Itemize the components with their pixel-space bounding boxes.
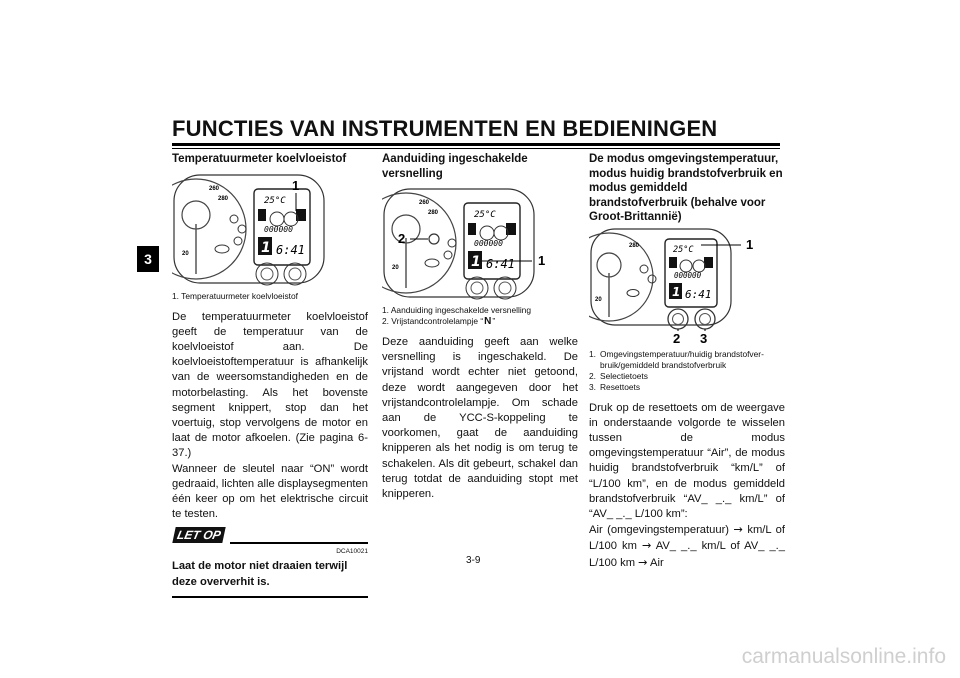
note-badge: LET OP <box>172 527 225 543</box>
lcd-gear: 1 <box>471 254 481 270</box>
mode-sequence: Air (omgevingstemperatuur) → km/L of L/100 km → AV_ _._ km/L of AV_ _._ L/100 km → Air <box>589 523 786 569</box>
section-heading: De modus omgevingstemperatuur, modus huidig brandstofverbruik en modus gemiddeld brandstofverbruik (behalve voor Groot-Brittannië) <box>589 153 783 223</box>
speed-label-a: 280 <box>629 242 640 249</box>
lcd-clock: 6:41 <box>685 287 712 301</box>
body-text <box>382 335 578 502</box>
callout-1: 1 <box>292 177 300 193</box>
paragraph: Deze aanduiding geeft aan welke versnelling is ingeschakeld. De vrijstand wordt echter niet getoond, deze wordt aangegeven door het vrijstandcontrolelampje. Om schade aan de YCC-S-koppeling te voorkomen, gaat de aanduiding knipperen als het nodig is om terug te schakelen. Als dit gebeurt, schakel dan terug totdat de aanduiding stopt met knipperen. <box>382 336 578 501</box>
speed-label-c: 20 <box>392 265 399 271</box>
callout-2: 2 <box>398 231 406 246</box>
caption-item: 2. Selectietoets <box>589 370 648 381</box>
figure-captions <box>589 349 785 393</box>
caption-item: 1. Temperatuurmeter koelvloeistof <box>172 290 298 301</box>
arrow-icon: → <box>638 555 648 569</box>
note-bar <box>172 526 368 546</box>
note-code: DCA10021 <box>336 548 368 556</box>
figure-captions <box>172 291 368 302</box>
caption-item: 2. Vrijstandcontrolelampje “ N ” <box>382 316 496 327</box>
header-rule <box>172 143 780 146</box>
page-title: FUNCTIES VAN INSTRUMENTEN EN BEDIENINGEN <box>172 116 718 141</box>
speed-label-c: 20 <box>182 250 189 257</box>
speed-label-c: 20 <box>595 296 602 303</box>
lcd-clock: 6:41 <box>276 242 305 257</box>
body-text <box>589 401 785 571</box>
speed-label-a: 260 <box>209 185 220 192</box>
speed-label-a: 260 <box>419 200 430 206</box>
column-coolant-temperature <box>172 152 368 598</box>
column-ambient-fuel-modes <box>589 152 785 571</box>
lcd-temperature: 25°C <box>264 195 286 206</box>
callout-3: 3 <box>700 330 708 345</box>
lcd-temperature: 25°C <box>474 210 496 220</box>
section-heading: Temperatuurmeter koelvloeistof <box>172 153 347 165</box>
paragraph: Druk op de resettoets om de weergave in onderstaande volgorde te wisselen tussen de modus omgevingstemperatuur “Air”, de modus huidig brandstofverbruik “km/L” of “L/100 km”, en de modus gemiddeld brandstofverbruik “AV_ _._ km/L” of “AV_ _._ L/100 km”: <box>589 401 785 520</box>
lcd-gear: 1 <box>261 239 271 256</box>
speed-label-b: 280 <box>428 210 439 216</box>
paragraph: Wanneer de sleutel naar “ON” wordt gedraaid, lichten alle displaysegmenten één keer op om het elektrische circuit te testen. <box>172 462 368 521</box>
instrument-figure-2 <box>382 183 578 303</box>
instrument-figure-3 <box>589 227 785 345</box>
neutral-symbol: N <box>484 316 492 327</box>
chapter-tab: 3 <box>137 246 159 272</box>
arrow-icon: → <box>641 539 652 553</box>
instrument-figure-1 <box>172 169 368 289</box>
note-end-rule <box>172 596 368 598</box>
lcd-temperature: 25°C <box>673 244 694 255</box>
callout-1: 1 <box>538 253 546 268</box>
lcd-odometer: 000000 <box>264 224 293 234</box>
callout-1: 1 <box>746 236 754 252</box>
figure-captions <box>382 305 578 327</box>
body-text <box>172 310 368 523</box>
column-gear-indicator <box>382 152 578 502</box>
caption-item: 1. Omgevingstemperatuur/huidig brandstofver- <box>589 348 764 359</box>
lcd-odometer: 000000 <box>674 270 702 280</box>
callout-2: 2 <box>673 330 681 345</box>
page-number: 3-9 <box>466 555 481 566</box>
caption-item: 1. Aanduiding ingeschakelde versnelling <box>382 305 531 315</box>
arrow-icon: → <box>733 523 743 537</box>
caption-item-continued: bruik/gemiddeld brandstofverbruik <box>600 359 727 370</box>
lcd-clock: 6:41 <box>486 257 515 271</box>
note-rule <box>230 542 368 544</box>
lcd-gear: 1 <box>672 284 681 299</box>
header-rule-thin <box>172 148 780 149</box>
watermark: carmanualsonline.info <box>741 645 946 668</box>
speed-label-b: 280 <box>218 195 229 202</box>
note-text: Laat de motor niet draaien terwijl deze oververhit is. <box>172 560 348 588</box>
paragraph: De temperatuurmeter koelvloeistof geeft de temperatuur van de koelvloeistof aan. De koelvloeistoftemperatuur is afhankelijk van de weersomstandigheden en de motorbelasting. Als het bovenste segment knippert, stop dan het voertuig, stop vervolgens de motor en laat de motor afkoelen. (Zie pagina 6-37.) <box>172 310 368 460</box>
section-heading: Aanduiding ingeschakelde versnelling <box>382 153 528 180</box>
lcd-odometer: 000000 <box>474 239 503 248</box>
caption-item: 3. Resettoets <box>589 381 641 392</box>
